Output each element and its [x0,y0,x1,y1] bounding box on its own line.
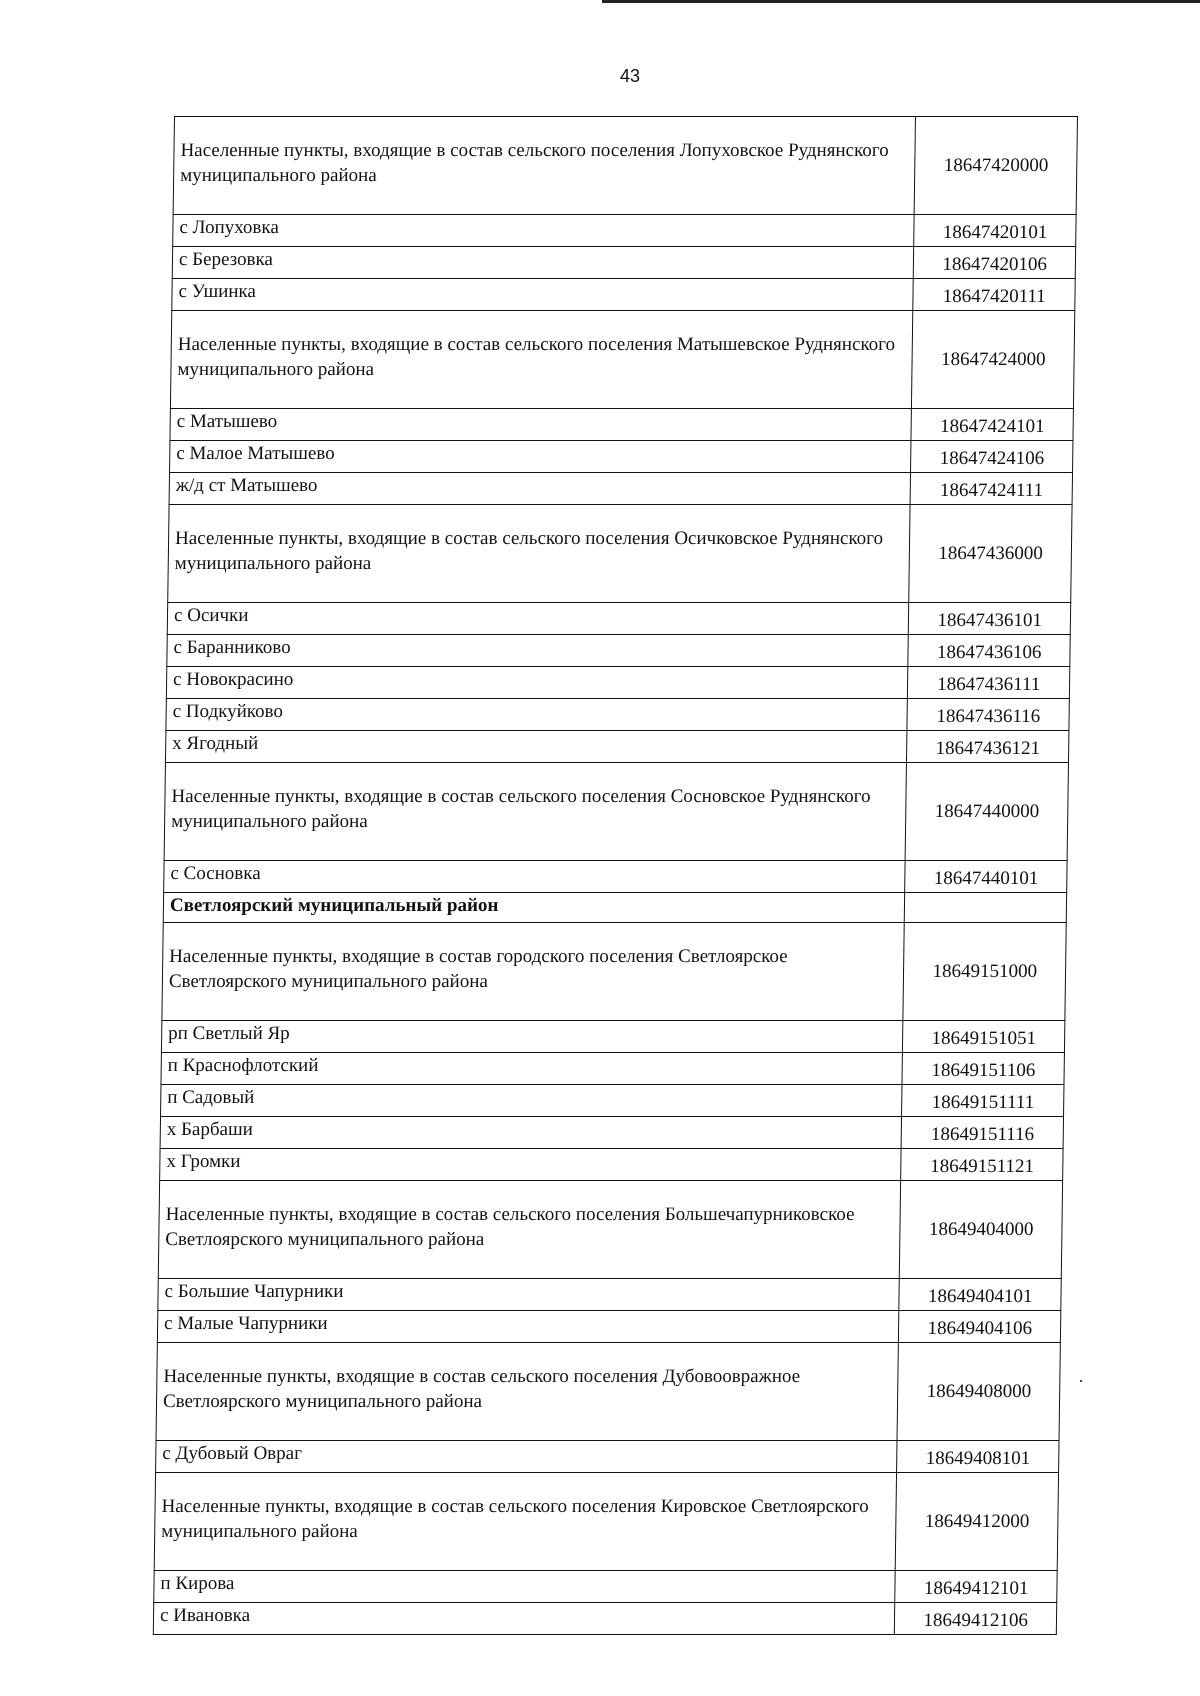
oktmo-code: 18647420106 [914,247,1076,279]
settlement-name: с Малое Матышево [170,441,912,473]
region-heading-row [163,893,1066,923]
settlement-group-row [168,505,1072,603]
settlement-name: Населенные пункты, входящие в состав сельского поселения Осичковское Руднянского муниципального района [168,505,911,603]
settlement-row [166,667,1069,699]
oktmo-code: 18649404000 [900,1181,1063,1279]
oktmo-code: 18647424106 [911,441,1073,473]
settlement-name: с Подкуйково [166,699,908,731]
oktmo-code: 18649412000 [896,1473,1059,1571]
settlement-name: с Малые Чапурники [157,1311,899,1343]
settlement-group-row [154,1473,1058,1571]
page-number: 43 [619,66,641,86]
oktmo-code: 18647424101 [911,409,1073,441]
settlement-row [172,247,1075,279]
oktmo-code: 18649408000 [897,1343,1060,1441]
oktmo-code: 18647436121 [907,731,1069,763]
oktmo-code: 18649151051 [903,1021,1065,1053]
settlement-row [153,1603,1056,1635]
settlement-row [170,409,1073,441]
settlement-group-row [162,923,1066,1021]
settlement-name: с Дубовый Овраг [156,1441,898,1473]
settlement-name: п Краснофлотский [161,1053,903,1085]
settlement-row [161,1053,1064,1085]
oktmo-code: 18647436000 [909,505,1072,603]
settlement-row [160,1117,1063,1149]
oktmo-code: 18647424000 [912,311,1075,409]
settlement-row [167,635,1070,667]
settlements-table [153,116,1078,1635]
settlement-name: Населенные пункты, входящие в состав сельского поселения Лопуховское Руднянского муниципального района [173,117,916,215]
settlement-group-row [170,311,1074,409]
settlement-row [157,1311,1060,1343]
oktmo-code: 18647424111 [911,473,1073,505]
settlement-name: Населенные пункты, входящие в состав сельского поселения Матышевское Руднянского муниципального района [170,311,913,409]
settlement-name: с Ушинка [172,279,914,311]
oktmo-code: 18649151116 [902,1117,1064,1149]
oktmo-code: 18647436111 [908,667,1070,699]
oktmo-code: 18647420111 [913,279,1075,311]
settlement-group-row [173,117,1077,215]
settlement-group-row [156,1343,1060,1441]
settlement-row [156,1441,1059,1473]
settlement-row [158,1279,1061,1311]
settlement-row [172,279,1075,311]
oktmo-code: 18649408101 [897,1441,1059,1473]
settlement-name: с Большие Чапурники [158,1279,900,1311]
oktmo-code: 18649151106 [902,1053,1064,1085]
settlement-name: Населенные пункты, входящие в состав городского поселения Светлоярское Светлоярского муниципального района [162,923,905,1021]
settlement-name: с Осички [167,603,909,635]
oktmo-code: 18649412106 [895,1603,1057,1635]
settlement-row [160,1149,1063,1181]
oktmo-code: 18649404101 [899,1279,1061,1311]
oktmo-code: 18647420000 [915,117,1078,215]
settlement-name: с Новокрасино [166,667,908,699]
settlement-group-row [164,763,1068,861]
settlement-row [154,1571,1057,1603]
settlement-name: рп Светлый Яр [161,1021,903,1053]
settlement-row [169,473,1072,505]
settlement-name: Населенные пункты, входящие в состав сельского поселения Большечапурниковское Светлоярского муниципального района [158,1181,901,1279]
settlement-name: х Ягодный [165,731,907,763]
settlement-group-row [158,1181,1062,1279]
settlement-name: Населенные пункты, входящие в состав сельского поселения Кировское Светлоярского муниципального района [154,1473,897,1571]
scan-speck [1080,1380,1082,1382]
oktmo-code: 18647436101 [909,603,1071,635]
oktmo-code: 18649151000 [903,923,1066,1021]
settlement-row [173,215,1076,247]
settlement-name: с Ивановка [153,1603,895,1635]
oktmo-code: 18647420101 [914,215,1076,247]
settlement-row [170,441,1073,473]
settlement-row [161,1021,1064,1053]
table-body [153,117,1077,1635]
settlement-name: с Лопуховка [173,215,915,247]
settlement-name: с Баранниково [167,635,909,667]
settlement-row [167,603,1070,635]
settlement-name: с Сосновка [164,861,906,893]
settlement-name: х Громки [160,1149,902,1181]
oktmo-code [905,893,1067,923]
oktmo-code: 18649151121 [901,1149,1063,1181]
settlement-row [165,731,1068,763]
settlement-row [166,699,1069,731]
scan-top-rule [602,0,1200,3]
region-name: Светлоярский муниципальный район [163,893,905,923]
settlement-row [164,861,1067,893]
settlement-name: Населенные пункты, входящие в состав сельского поселения Сосновское Руднянского муниципального района [164,763,907,861]
settlement-name: п Садовый [161,1085,903,1117]
oktmo-code: 18649412101 [895,1571,1057,1603]
settlement-name: х Барбаши [160,1117,902,1149]
settlement-name: п Кирова [154,1571,896,1603]
oktmo-code: 18647436116 [907,699,1069,731]
oktmo-code: 18647440000 [906,763,1069,861]
settlement-name: с Матышево [170,409,912,441]
oktmo-code: 18647440101 [905,861,1067,893]
oktmo-code: 18647436106 [908,635,1070,667]
oktmo-code: 18649151111 [902,1085,1064,1117]
settlement-name: ж/д ст Матышево [169,473,911,505]
settlement-name: Населенные пункты, входящие в состав сельского поселения Дубовооврaжное Светлоярского муниципального района [156,1343,899,1441]
settlement-row [161,1085,1064,1117]
oktmo-code: 18649404106 [899,1311,1061,1343]
settlement-name: с Березовка [172,247,914,279]
